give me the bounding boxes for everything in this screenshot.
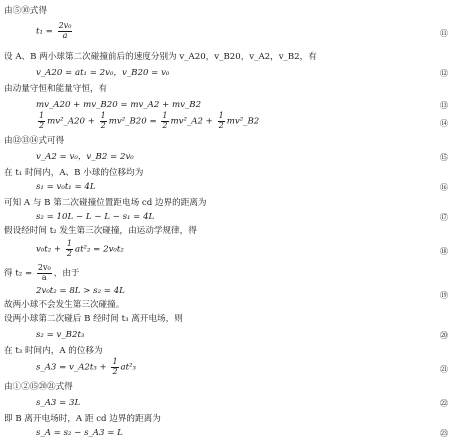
text-line: 设 A、B 两小球第二次碰撞前后的速度分别为 v_A20，v_B20，v_A2，v_B2，有 xyxy=(4,52,317,62)
text-line: 假设经时间 t₂ 发生第三次碰撞，由运动学规律，得 xyxy=(4,226,197,236)
text-line: 由⑤⑩式得 xyxy=(4,6,47,16)
equation-13: mv_A20 + mv_B20 = mv_A2 + mv_B2 xyxy=(36,100,202,110)
text-line: 在 t₁ 时间内，A、B 小球的位移均为 xyxy=(4,168,144,178)
equation-19: 2v₀t₂ = 8L > s₂ = 4L xyxy=(36,286,125,296)
equation-14: $\frac{1}{2}$ mv²_A20 + $\frac{1}{2}$ mv²_B20 = $\frac{1}{2}$ mv²_A2 + $\frac{1}{2}$ mv²_B2 xyxy=(39,111,260,130)
text-line: 在 t₃ 时间内，A 的位移为 xyxy=(4,346,103,356)
equation-number: ⑬ xyxy=(439,100,449,110)
equation-16: s₁ = v₀t₁ = 4L xyxy=(36,182,96,192)
equation-20: s₂ = v_B2t₃ xyxy=(36,330,85,340)
equation-number: ⑪ xyxy=(439,28,449,38)
equation-number: ⑯ xyxy=(439,182,449,192)
equation-number: ⑲ xyxy=(439,290,449,300)
equation-number: ⑮ xyxy=(439,152,449,162)
equation-22: s_A3 = 3L xyxy=(36,398,81,408)
equation-t2: 得 t₂ = $\frac{\text{2v₀}}{a}$ ，由于 xyxy=(4,263,80,282)
equation-21: s_A3 = v_A2t₃ + $\frac{1}{2}$ at²₃ xyxy=(36,357,136,376)
equation-15: v_A2 = v₀，v_B2 = 2v₀ xyxy=(36,152,134,162)
equation-18: v₀t₂ + $\frac{1}{2}$ at²₂ = 2v₀t₂ xyxy=(36,239,124,258)
equation-number: ㉑ xyxy=(439,364,449,374)
text-line: 故两小球不会发生第三次碰撞。 xyxy=(4,300,125,310)
text-line: 设两小球第二次碰后 B 经时间 t₃ 离开电场，则 xyxy=(4,314,183,324)
equation-number: ㉓ xyxy=(439,428,449,438)
equation-number: ⑭ xyxy=(439,118,449,128)
text-line: 由①②⑮⑳㉑式得 xyxy=(4,382,73,392)
equation-number: ⑳ xyxy=(439,330,449,340)
equation-23: s_A = s₂ − s_A3 = L xyxy=(36,428,123,438)
text-line: 由动量守恒和能量守恒，有 xyxy=(4,84,108,94)
equation-17: s₂ = 10L − L − L − s₁ = 4L xyxy=(36,212,155,222)
equation-11: t₁ = $\frac{\text{2v₀}}{a}$ xyxy=(36,21,72,40)
equation-number: ㉒ xyxy=(439,398,449,408)
equation-number: ⑫ xyxy=(439,68,449,78)
fraction: $\frac{\text{2v₀}}{a}$ xyxy=(58,21,72,40)
text-line: 可知 A 与 B 第二次碰撞位置距电场 cd 边界的距离为 xyxy=(4,198,207,208)
equation-number: ⑱ xyxy=(439,246,449,256)
equation-number: ⑰ xyxy=(439,212,449,222)
text-line: 由⑫⑬⑭式可得 xyxy=(4,136,65,146)
equation-12: v_A20 = at₁ = 2v₀，v_B20 = v₀ xyxy=(36,68,170,78)
text-line: 即 B 离开电场时，A 距 cd 边界的距离为 xyxy=(4,414,161,424)
